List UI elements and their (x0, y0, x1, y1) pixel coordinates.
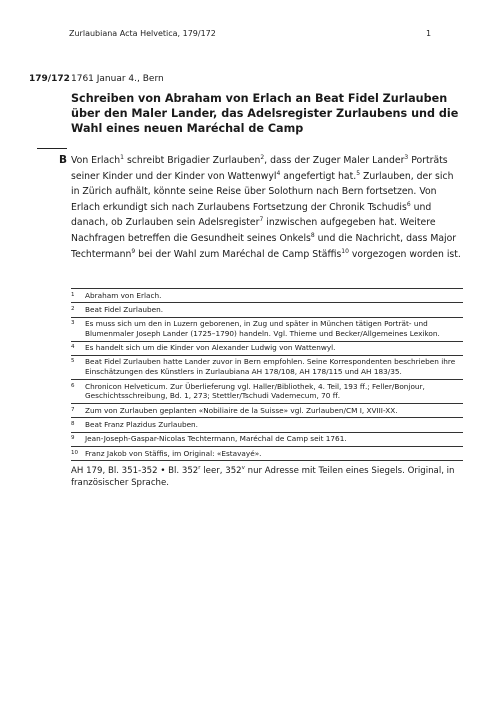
footnote-ref[interactable]: 1 (120, 153, 124, 161)
summary-segment: vorgezogen worden ist. (348, 248, 461, 260)
summary-segment: Porträts seiner Kinder und der Kinder von Wattenwyl (71, 155, 448, 182)
footnote-row (71, 403, 463, 417)
footnote-ref[interactable]: 4 (276, 169, 281, 177)
summary-segment: bei der Wahl zum Maréchal de Camp Stäffis (135, 248, 342, 260)
summary-segment: , dass der Zuger Maler Lander (264, 155, 405, 166)
footnote-row (71, 288, 463, 302)
footnote-text: Abraham von Erlach. (85, 290, 162, 300)
footnote-row (71, 317, 463, 341)
source-part-3: nur Adresse mit Teilen eines Siegels. Original, in französischer Sprache. (71, 465, 455, 489)
footnote-row (71, 432, 463, 446)
footnote-number: 8 (71, 420, 75, 427)
footnote-number: 9 (71, 435, 75, 442)
footnote-number: 10 (71, 449, 78, 456)
footnote-text: Jean-Joseph-Gaspar-Nicolas Techtermann, Maréchal de Camp seit 1761. (85, 434, 347, 444)
source-sup-1: r (198, 465, 201, 471)
footnote-text: Franz Jakob von Stäffis, im Original: «Estavayé». (85, 448, 262, 458)
footnote-ref[interactable]: 9 (131, 247, 136, 255)
document-number: 179/172 (29, 74, 70, 84)
footnote-text: Zum von Zurlauben geplanten «Nobiliaire de la Suisse» vgl. Zurlauben/CM I, XVIII-XX. (85, 405, 398, 415)
footnote-ref[interactable]: 3 (404, 153, 409, 161)
summary-segment: inzwischen aufgegeben hat. Weitere Nachfragen betreffen die Gesundheit seines Onkels (71, 217, 436, 244)
summary-segment: angefertigt hat. (280, 170, 357, 182)
footnote-text: Beat Fidel Zurlauben. (85, 304, 164, 314)
footnote-row (71, 341, 463, 355)
footnote-number: 2 (71, 305, 75, 312)
footnote-ref[interactable]: 7 (259, 216, 264, 224)
summary-segment: schreibt Brigadier Zurlauben (123, 155, 261, 166)
footnote-text: Chronicon Helveticum. Zur Überlieferung vgl. Haller/Bibliothek, 4. Teil, 193 ff.; Feller/Bonjour, Geschichtsschreibung, Bd. 1, 273; Stettler/Tschudi Vademecum, 70 ff. (85, 381, 425, 401)
footnote-number: 7 (71, 406, 75, 413)
footnote-row (71, 379, 463, 403)
source-sup-2: v (241, 465, 245, 471)
document-title: Schreiben von Abraham von Erlach an Beat Fidel Zurlauben über den Maler Lander, das Adelsregister Zurlaubens und die Wahl eines neuen Maréchal de Camp (71, 92, 459, 135)
footnote-row (71, 417, 463, 431)
section-rule (37, 148, 67, 149)
footnote-number: 3 (71, 320, 75, 327)
running-title: Zurlaubiana Acta Helvetica, 179/172 (69, 29, 216, 38)
footnote-ref[interactable]: 10 (341, 247, 349, 255)
source-note (71, 462, 463, 490)
summary-segment: Von Erlach (71, 155, 121, 166)
source-part-1: AH 179, Bl. 351-352 • Bl. 352 (71, 465, 199, 476)
footnote-text: Es handelt sich um die Kinder von Alexander Ludwig von Wattenwyl. (85, 343, 336, 353)
footnotes (71, 288, 463, 461)
footnote-ref[interactable]: 6 (406, 200, 411, 208)
footnote-number: 6 (71, 382, 75, 389)
footnote-row (71, 302, 463, 316)
section-letter: B (59, 154, 68, 166)
footnote-text: Beat Franz Plazidus Zurlauben. (85, 419, 199, 429)
summary-segment: und danach, ob Zurlauben sein Adelsregister (71, 201, 432, 229)
footnote-ref[interactable]: 2 (260, 153, 265, 161)
summary-segment: Zurlauben, der sich in Zürich aufhält, könnte seine Reise über Solothurn nach Bern fortsetzen. Von Erlach erkundigt sich nach Zurlaubens Fortsetzung der Chronik Tschudis (71, 170, 454, 213)
summary-segment: und die Nachricht, dass Major Techtermann (71, 232, 457, 260)
footnote-number: 4 (71, 344, 75, 351)
summary-text (71, 153, 463, 262)
footnote-text: Es muss sich um den in Luzern geborenen, in Zug und später in München tätigen Porträt- und Blumenmaler Joseph Lander (1725–1790) handeln. Vgl. Thieme und Becker/Allgemeines Lexikon. (85, 319, 440, 338)
footnote-text: Beat Fidel Zurlauben hatte Lander zuvor in Bern empfohlen. Seine Korrespondenten beschrieben ihre Einschätzungen des Künstlers in Zurlaubiana AH 178/108, AH 178/115 und AH 183/35. (85, 357, 456, 377)
source-part-2: leer, 352 (200, 465, 242, 476)
document-date-place: 1761 Januar 4., Bern (71, 74, 164, 84)
footnote-number: 5 (71, 358, 75, 365)
summary-paragraph (71, 153, 463, 262)
footnote-number: 1 (71, 291, 75, 298)
footnote-row (71, 355, 463, 379)
footnote-ref[interactable]: 8 (310, 231, 315, 239)
page-number: 1 (426, 29, 432, 38)
footnote-ref[interactable]: 5 (356, 169, 361, 177)
footnote-row (71, 446, 463, 460)
